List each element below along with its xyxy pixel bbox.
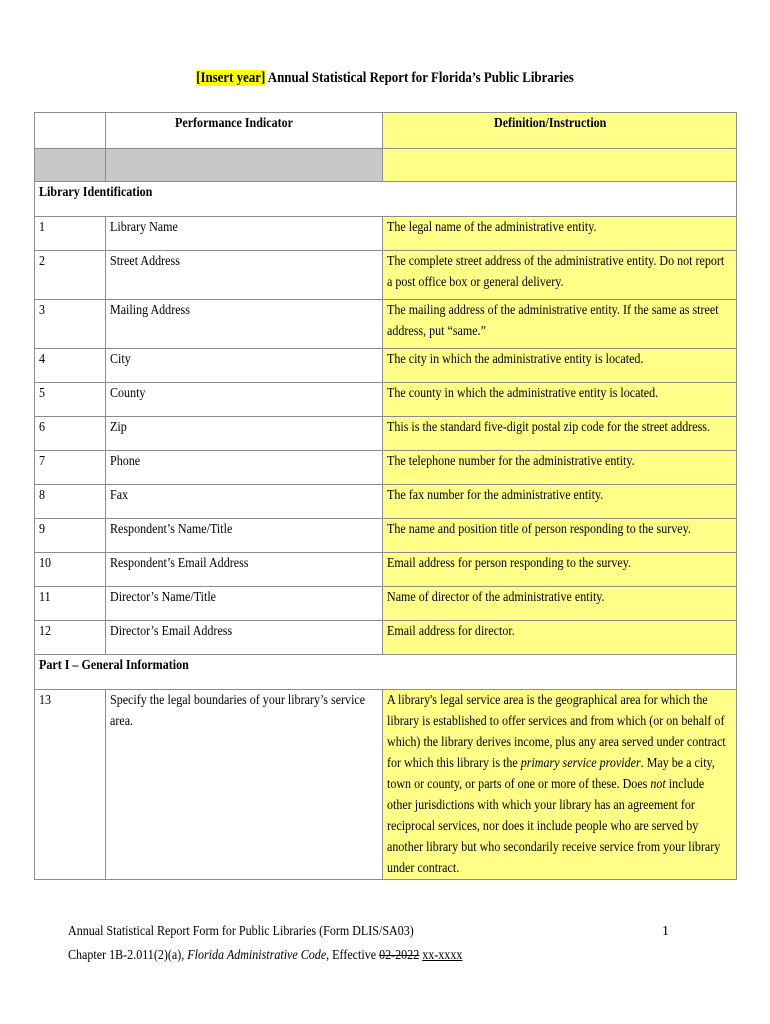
row-number: 6 <box>35 417 106 451</box>
row-number: 1 <box>35 217 106 251</box>
table-row <box>35 690 737 880</box>
row-number: 3 <box>35 300 106 349</box>
row-indicator: Director’s Email Address <box>105 621 383 655</box>
row-indicator: Respondent’s Email Address <box>105 553 383 587</box>
row-indicator: Zip <box>105 417 383 451</box>
row-definition: A library's legal service area is the geographical area for which the library is established to offer services and from which (or on behalf of which) the library derives income, plus any area served under contract for which this library is the primary service provider. May be a city, town or county, or parts of one or more of these. Does not include other jurisdictions with which your library has an agreement for reciprocal services, nor does it include people who are served by another library but who secondarily receive service from your library under contract. <box>383 690 737 880</box>
table-row <box>35 417 737 451</box>
indicator-table <box>34 112 737 880</box>
row-number: 12 <box>35 621 106 655</box>
row-number: 8 <box>35 485 106 519</box>
section-library-identification: Library Identification <box>35 182 737 217</box>
row-definition: Name of director of the administrative entity. <box>383 587 737 621</box>
table-row <box>35 621 737 655</box>
row-definition: The county in which the administrative entity is located. <box>383 383 737 417</box>
row-definition: Email address for director. <box>383 621 737 655</box>
table-row <box>35 451 737 485</box>
row-definition: The name and position title of person responding to the survey. <box>383 519 737 553</box>
row-definition: The complete street address of the administrative entity. Do not report a post office box or general delivery. <box>383 251 737 300</box>
header-num <box>35 113 106 149</box>
table-row <box>35 383 737 417</box>
row-indicator: Director’s Name/Title <box>105 587 383 621</box>
table-row <box>35 553 737 587</box>
header-definition: Definition/Instruction <box>383 113 737 149</box>
row-number: 5 <box>35 383 106 417</box>
table-row <box>35 349 737 383</box>
row-definition: The legal name of the administrative entity. <box>383 217 737 251</box>
table-row <box>35 300 737 349</box>
row-definition: Email address for person responding to the survey. <box>383 553 737 587</box>
row-number: 10 <box>35 553 106 587</box>
row-definition: The fax number for the administrative entity. <box>383 485 737 519</box>
page-footer <box>68 920 708 968</box>
table-row <box>35 251 737 300</box>
row-number: 2 <box>35 251 106 300</box>
table-row <box>35 519 737 553</box>
table-header-row <box>35 113 737 149</box>
footer-citation: Chapter 1B-2.011(2)(a), Florida Administrative Code, Effective 02-2022 xx-xxxx <box>68 948 463 963</box>
title-highlight: [Insert year] <box>196 70 266 86</box>
section-part1: Part I – General Information <box>35 655 737 690</box>
section-row <box>35 182 737 217</box>
shaded-row <box>35 149 737 182</box>
row-definition: The telephone number for the administrative entity. <box>383 451 737 485</box>
table-row <box>35 587 737 621</box>
shaded-cell <box>105 149 383 182</box>
row-indicator: Street Address <box>105 251 383 300</box>
row-indicator: Fax <box>105 485 383 519</box>
row-definition: The city in which the administrative entity is located. <box>383 349 737 383</box>
row-number: 9 <box>35 519 106 553</box>
row-indicator: Phone <box>105 451 383 485</box>
shaded-cell <box>35 149 106 182</box>
row-number: 4 <box>35 349 106 383</box>
title-text: Annual Statistical Report for Florida’s Public Libraries <box>265 70 574 86</box>
row-number: 11 <box>35 587 106 621</box>
row-indicator: Respondent’s Name/Title <box>105 519 383 553</box>
row-number: 7 <box>35 451 106 485</box>
table-row <box>35 217 737 251</box>
page-number: 1 <box>662 924 669 939</box>
page-title <box>54 70 716 87</box>
row-definition: The mailing address of the administrative entity. If the same as street address, put “same.” <box>383 300 737 349</box>
row-number: 13 <box>35 690 106 880</box>
table-row <box>35 485 737 519</box>
row-indicator: Mailing Address <box>105 300 383 349</box>
section-row <box>35 655 737 690</box>
row-indicator: City <box>105 349 383 383</box>
header-indicator: Performance Indicator <box>105 113 383 149</box>
shaded-cell-definition <box>383 149 737 182</box>
row-indicator: Specify the legal boundaries of your library’s service area. <box>105 690 383 880</box>
row-indicator: County <box>105 383 383 417</box>
row-indicator: Library Name <box>105 217 383 251</box>
footer-form-title: Annual Statistical Report Form for Public Libraries (Form DLIS/SA03) <box>68 924 414 939</box>
row-definition: This is the standard five-digit postal zip code for the street address. <box>383 417 737 451</box>
